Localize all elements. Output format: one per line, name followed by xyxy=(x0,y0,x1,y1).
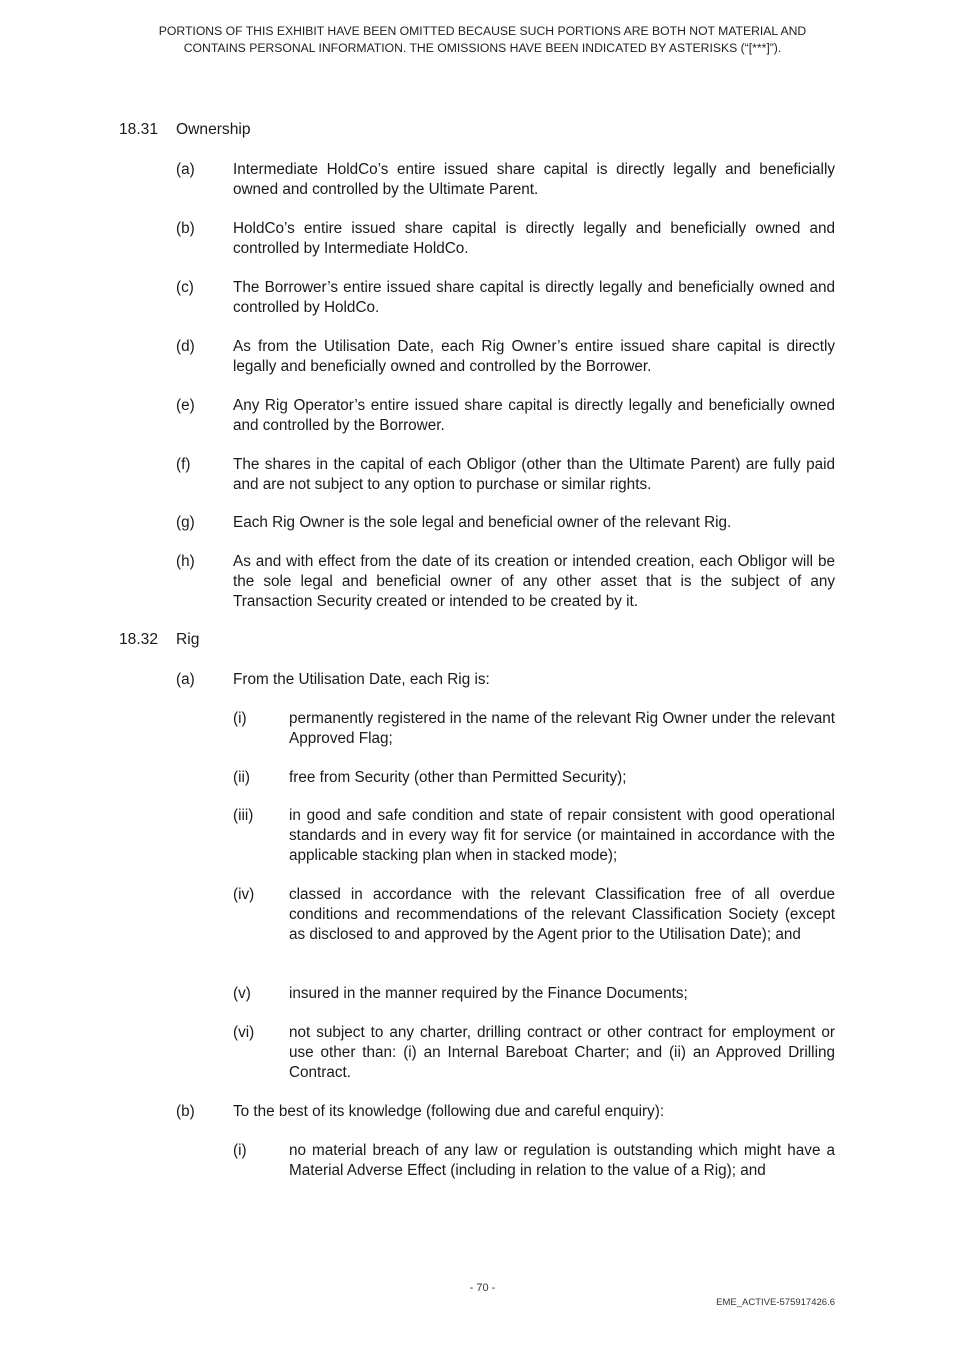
section-title: Rig xyxy=(176,631,200,648)
clause-18-31-b xyxy=(176,219,835,259)
header-line-1: PORTIONS OF THIS EXHIBIT HAVE BEEN OMITTED BECAUSE SUCH PORTIONS ARE BOTH NOT MATERIAL AND xyxy=(158,24,807,38)
subclause-a-i xyxy=(233,709,835,749)
clause-text: Intermediate HoldCo’s entire issued share capital is directly legally and beneficially owned and controlled by the Ultimate Parent. xyxy=(233,161,835,198)
document-reference: EME_ACTIVE-575917426.6 xyxy=(716,1297,835,1308)
subclause-label: (ii) xyxy=(233,769,250,786)
exhibit-notice-header xyxy=(100,23,865,57)
subclause-label: (iii) xyxy=(233,807,254,824)
subclause-label: (v) xyxy=(233,985,251,1002)
subclause-b-i xyxy=(233,1141,835,1181)
subclause-label: (iv) xyxy=(233,886,255,903)
clause-label: (h) xyxy=(176,553,195,570)
subclause-text: in good and safe condition and state of repair consistent with good operational standards and in every way fit for service (or maintained in accordance with the applicable stacking plan when in stacked mode); xyxy=(289,807,835,864)
subclause-label: (i) xyxy=(233,1142,247,1159)
clause-label: (f) xyxy=(176,456,191,473)
clause-label: (a) xyxy=(176,161,195,178)
clause-18-31-f xyxy=(176,455,835,495)
clause-18-31-a xyxy=(176,160,835,200)
clause-text: Any Rig Operator’s entire issued share capital is directly legally and beneficially owned and controlled by the Borrower. xyxy=(233,397,835,434)
clause-label: (c) xyxy=(176,279,194,296)
subclause-a-ii xyxy=(233,768,835,788)
clause-18-31-d xyxy=(176,337,835,377)
clause-18-32-b xyxy=(176,1102,835,1122)
section-title: Ownership xyxy=(176,121,251,138)
subclause-text: classed in accordance with the relevant Classification free of all overdue conditions and recommendations of the relevant Classification Society (except as disclosed to and approved by the Agent prior to the Utilisation Date); and xyxy=(289,886,835,943)
clause-text: The shares in the capital of each Obligor (other than the Ultimate Parent) are fully paid and are not subject to any option to purchase or similar rights. xyxy=(233,456,835,493)
clause-text: As and with effect from the date of its creation or intended creation, each Obligor will be the sole legal and beneficial owner of any other asset that is the subject of any Transaction Security created or intended to be created by it. xyxy=(233,553,835,610)
clause-18-31-c xyxy=(176,278,835,318)
subclause-text: free from Security (other than Permitted Security); xyxy=(289,769,627,786)
clause-text: To the best of its knowledge (following due and careful enquiry): xyxy=(233,1103,665,1120)
subclause-text: no material breach of any law or regulation is outstanding which might have a Material Adverse Effect (including in relation to the value of a Rig); and xyxy=(289,1142,835,1179)
section-heading-18-32 xyxy=(119,631,199,649)
subclause-a-v xyxy=(233,984,835,1004)
clause-text: HoldCo’s entire issued share capital is directly legally and beneficially owned and controlled by Intermediate HoldCo. xyxy=(233,220,835,257)
clause-label: (g) xyxy=(176,514,195,531)
clause-label: (b) xyxy=(176,1103,195,1120)
clause-label: (d) xyxy=(176,338,195,355)
clause-text: From the Utilisation Date, each Rig is: xyxy=(233,671,490,688)
clause-text: Each Rig Owner is the sole legal and beneficial owner of the relevant Rig. xyxy=(233,514,732,531)
subclause-a-iii xyxy=(233,806,835,866)
subclause-text: permanently registered in the name of the relevant Rig Owner under the relevant Approved Flag; xyxy=(289,710,835,747)
page-number: - 70 - xyxy=(469,1282,496,1294)
subclause-a-iv xyxy=(233,885,835,945)
clause-18-31-h xyxy=(176,552,835,612)
clause-18-31-g xyxy=(176,513,835,533)
clause-18-32-a xyxy=(176,670,835,690)
clause-label: (b) xyxy=(176,220,195,237)
clause-label: (e) xyxy=(176,397,195,414)
clause-18-31-e xyxy=(176,396,835,436)
header-line-2: CONTAINS PERSONAL INFORMATION. THE OMISSIONS HAVE BEEN INDICATED BY ASTERISKS (“[***]”). xyxy=(183,41,782,55)
subclause-text: insured in the manner required by the Finance Documents; xyxy=(289,985,688,1002)
section-number: 18.31 xyxy=(119,121,159,138)
subclause-text: not subject to any charter, drilling contract or other contract for employment or use other than: (i) an Internal Bareboat Charter; and (ii) an Approved Drilling Contract. xyxy=(289,1024,835,1081)
clause-label: (a) xyxy=(176,671,195,688)
clause-text: The Borrower’s entire issued share capital is directly legally and beneficially owned and controlled by HoldCo. xyxy=(233,279,835,316)
subclause-label: (vi) xyxy=(233,1024,255,1041)
section-number: 18.32 xyxy=(119,631,159,648)
clause-text: As from the Utilisation Date, each Rig Owner’s entire issued share capital is directly legally and beneficially owned and controlled by the Borrower. xyxy=(233,338,835,375)
subclause-label: (i) xyxy=(233,710,247,727)
section-heading-18-31 xyxy=(119,121,251,139)
subclause-a-vi xyxy=(233,1023,835,1083)
